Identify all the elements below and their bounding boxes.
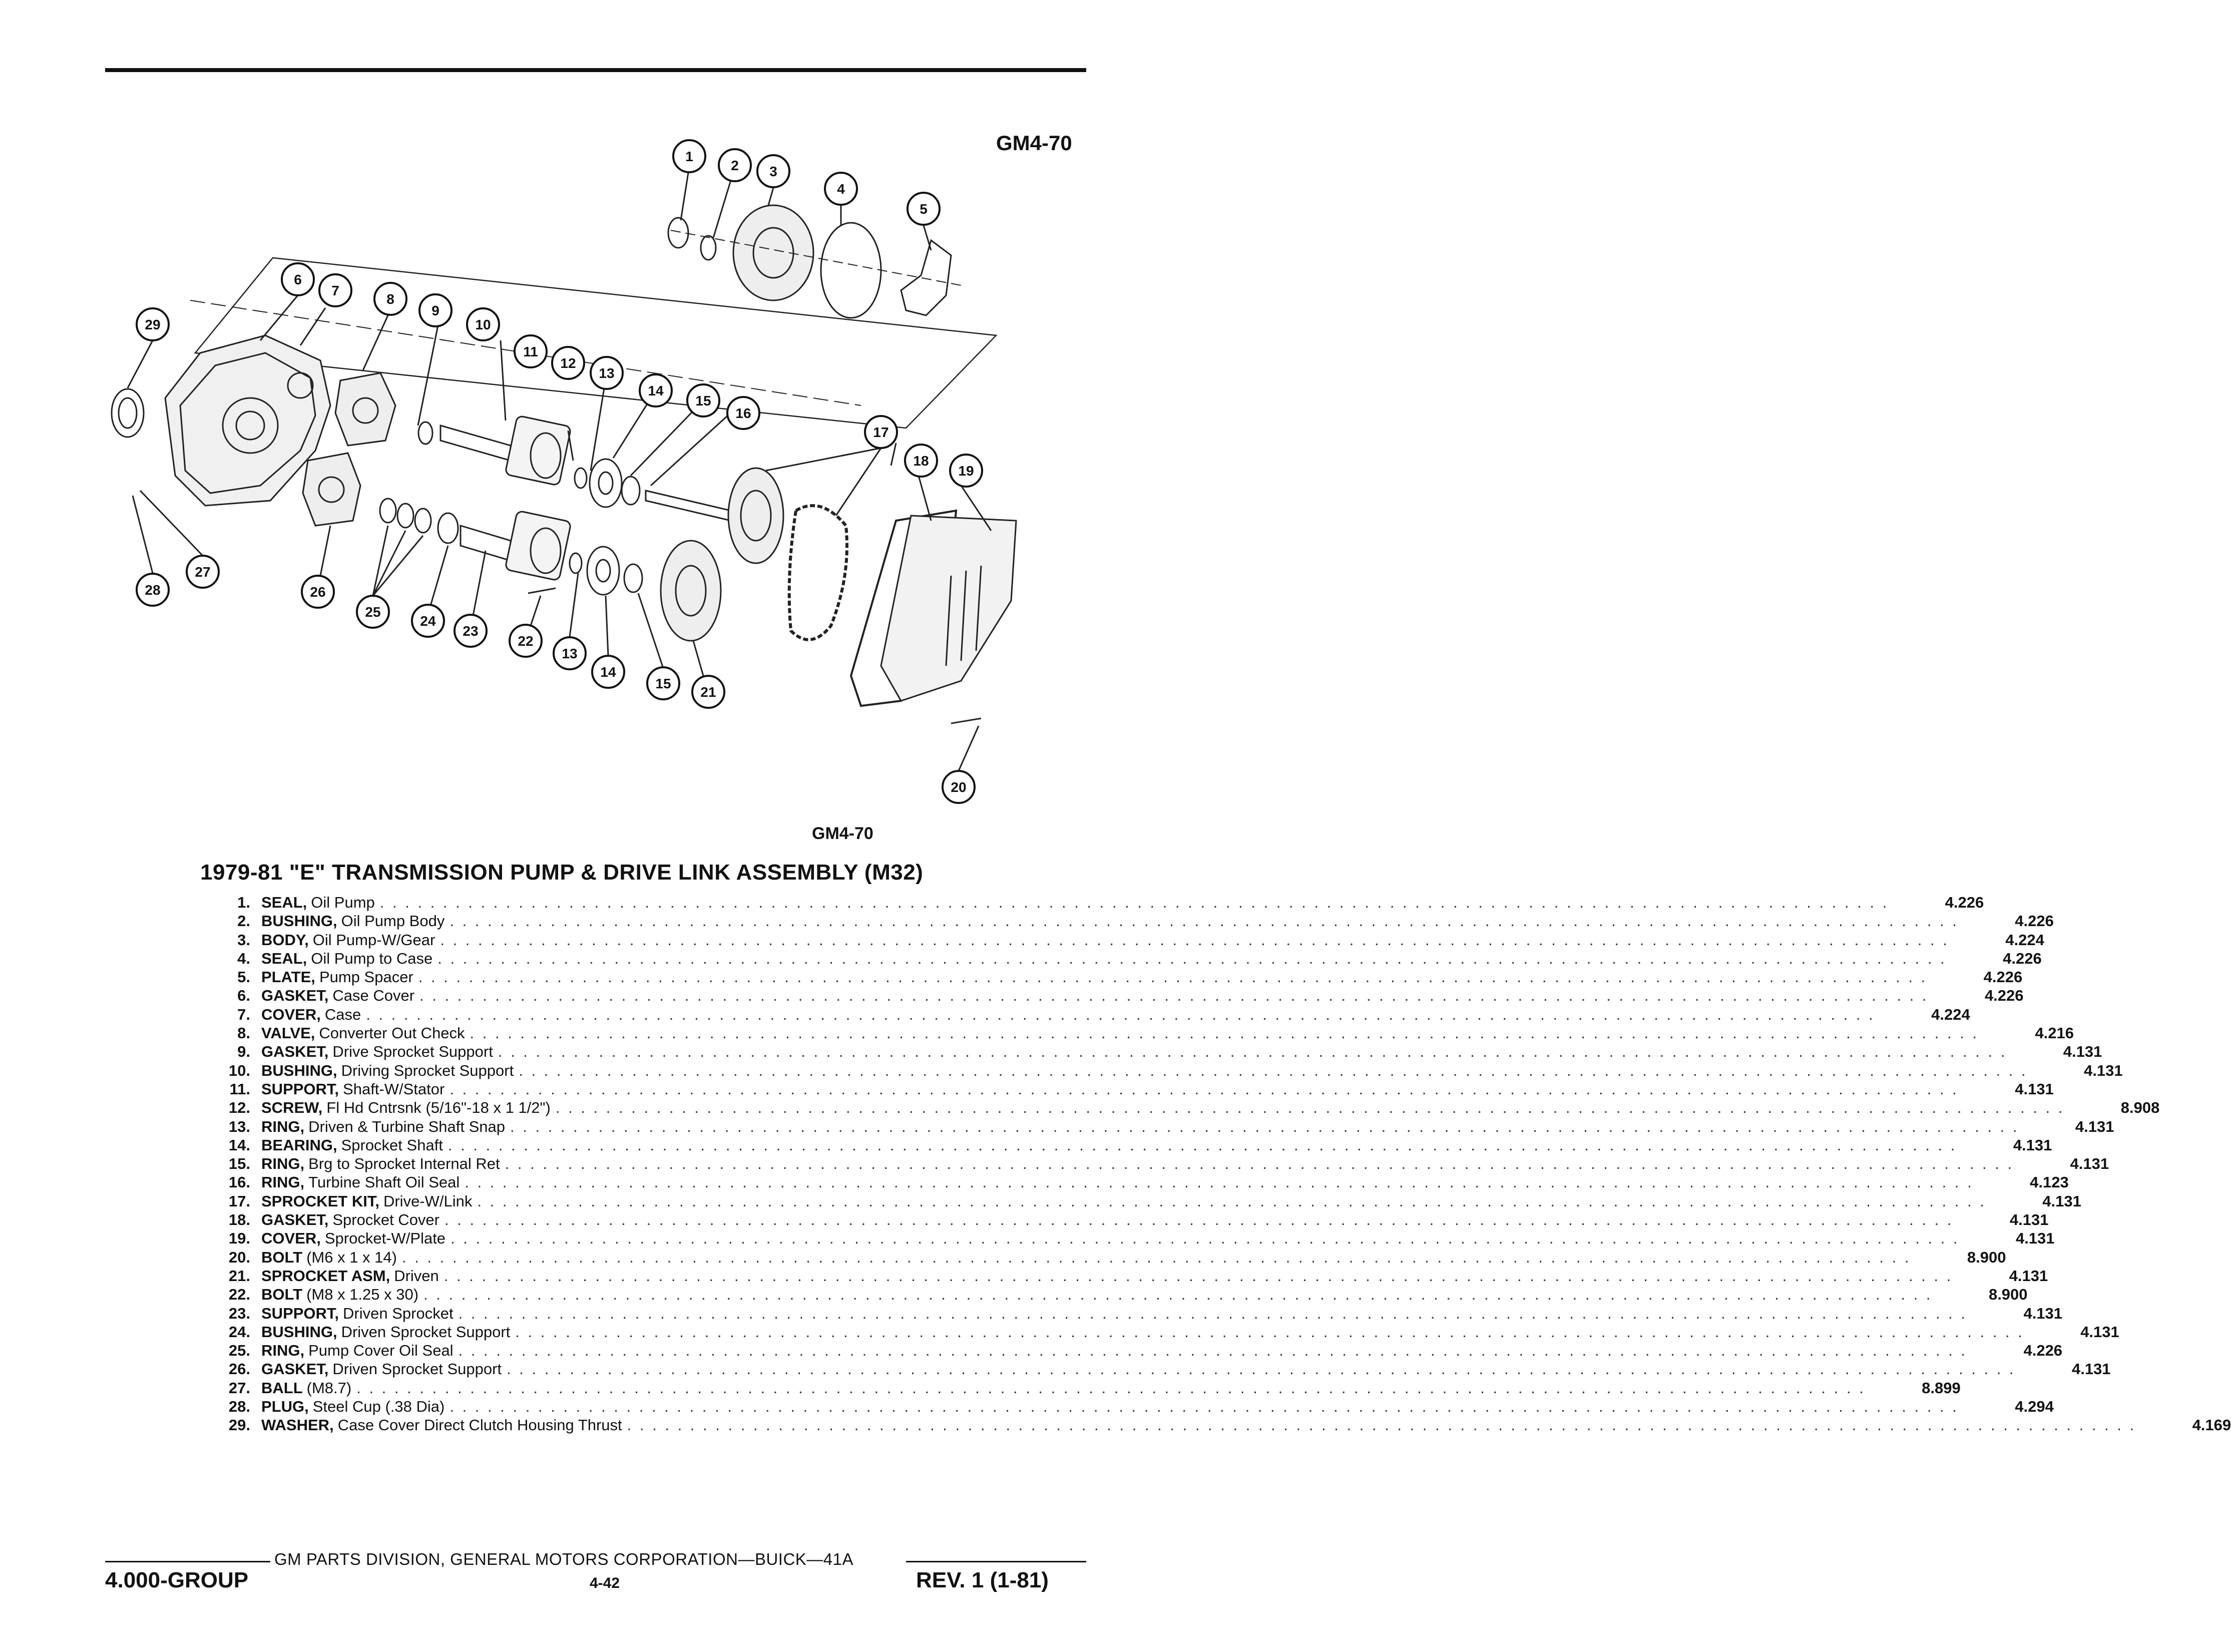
parts-list <box>215 893 2231 1435</box>
dot-leader: . . . . . . . . . . . . . . . . . . . . . . . . . . . . . . . . . . . . . . . . . . . . . . . . . . . . . . . . . . . . . . . . . . . . . . . . . . . . . . . . . . . . . . . . . . . . . . . . . . . . . . . . . . . . . . . . . . . . . . . . <box>458 1304 1968 1322</box>
callout-label: 19 <box>958 463 974 479</box>
part-name: BOLT <box>261 1286 303 1304</box>
part-reference: 4.226 <box>2003 949 2042 967</box>
part-number: 28. <box>228 1398 250 1416</box>
callout-label: 29 <box>145 317 161 332</box>
part-row <box>215 1192 2081 1210</box>
dot-leader: . . . . . . . . . . . . . . . . . . . . . . . . . . . . . . . . . . . . . . . . . . . . . . . . . . . . . . . . . . . . . . . . . . . . . . . . . . . . . . . . . . . . . . . . . . . . . . . . . . . . . . . . . . . . . . . . . . . . . . . . <box>443 1267 1953 1285</box>
callout-label: 17 <box>873 425 889 440</box>
part-row <box>215 912 2054 930</box>
part-row <box>215 1117 2114 1136</box>
driven-sprocket <box>661 541 721 641</box>
part-reference: 4.131 <box>2063 1043 2102 1061</box>
part-description: Driven Sprocket Support <box>341 1323 511 1341</box>
parts-list-title: 1979-81 "E" TRANSMISSION PUMP & DRIVE LINK ASSEMBLY (M32) <box>200 860 924 885</box>
part-row <box>215 1061 2123 1080</box>
part-number: 29. <box>228 1416 250 1434</box>
dot-leader: . . . . . . . . . . . . . . . . . . . . . . . . . . . . . . . . . . . . . . . . . . . . . . . . . . . . . . . . . . . . . . . . . . . . . . . . . . . . . . . . . . . . . . . . . . . . . . . . . . . . . . . . . . . . . . . . . . . . . . . . <box>401 1248 1911 1266</box>
part-row <box>215 931 2044 949</box>
callout-label: 23 <box>463 623 479 639</box>
callout-label: 10 <box>475 317 491 332</box>
part-reference: 4.224 <box>2005 931 2044 949</box>
footer-rule-right <box>906 1561 1086 1562</box>
part-row <box>215 1248 2006 1267</box>
part-name: BALL <box>261 1379 303 1397</box>
part-name: GASKET, <box>261 987 329 1005</box>
oil-pump-seal <box>668 218 688 248</box>
part-row <box>215 1229 2055 1248</box>
oil-pump-body <box>733 205 813 300</box>
part-reference: 4.294 <box>2015 1398 2054 1416</box>
part-reference: 8.899 <box>1922 1379 1961 1397</box>
part-name: RING, <box>261 1155 305 1173</box>
dot-leader: . . . . . . . . . . . . . . . . . . . . . . . . . . . . . . . . . . . . . . . . . . . . . . . . . . . . . . . . . . . . . . . . . . . . . . . . . . . . . . . . . . . . . . . . . . . . . . . . . . . . . . . . . . . . . . . . . . . . . . . . <box>515 1323 2024 1341</box>
part-name: BUSHING, <box>261 1061 337 1079</box>
part-number: 7. <box>237 1005 250 1023</box>
part-name: BOLT <box>261 1248 303 1266</box>
part-reference: 4.224 <box>1931 1005 1970 1023</box>
figure-code: GM4-70 <box>996 131 1072 155</box>
callout-label: 15 <box>695 393 711 408</box>
dot-leader: . . . . . . . . . . . . . . . . . . . . . . . . . . . . . . . . . . . . . . . . . . . . . . . . . . . . . . . . . . . . . . . . . . . . . . . . . . . . . . . . . . . . . . . . . . . . . . . . . . . . . . . . . . . . . . . . . . . . . . . . <box>507 1360 2016 1378</box>
part-number: 21. <box>228 1267 250 1285</box>
callout-label: 28 <box>145 582 161 598</box>
part-name: RING, <box>261 1173 305 1191</box>
part-row <box>215 893 1984 912</box>
part-row <box>215 1173 2069 1191</box>
part-name: PLATE, <box>261 968 315 986</box>
part-name: RING, <box>261 1342 305 1360</box>
part-description: Shaft-W/Stator <box>343 1080 445 1098</box>
part-number: 17. <box>228 1192 250 1210</box>
part-description: Driven Sprocket Support <box>332 1360 502 1378</box>
part-reference: 4.131 <box>2084 1061 2123 1079</box>
part-number: 15. <box>228 1155 250 1173</box>
part-reference: 8.908 <box>2120 1099 2160 1117</box>
callout-label: 14 <box>648 383 664 398</box>
part-reference: 8.900 <box>1967 1248 2006 1266</box>
footer-page-number: 4-42 <box>590 1575 620 1591</box>
part-name: GASKET, <box>261 1043 329 1061</box>
callout-label: 16 <box>735 405 751 421</box>
part-reference: 4.216 <box>2035 1024 2074 1042</box>
part-number: 10. <box>228 1061 250 1079</box>
part-name: SPROCKET ASM, <box>261 1267 390 1285</box>
part-reference: 4.131 <box>2015 1080 2054 1098</box>
part-row <box>215 1360 2111 1378</box>
dot-leader: . . . . . . . . . . . . . . . . . . . . . . . . . . . . . . . . . . . . . . . . . . . . . . . . . . . . . . . . . . . . . . . . . . . . . . . . . . . . . . . . . . . . . . . . . . . . . . . . . . . . . . . . . . . . . . . . . . . . . . . . <box>437 949 1947 967</box>
dot-leader: . . . . . . . . . . . . . . . . . . . . . . . . . . . . . . . . . . . . . . . . . . . . . . . . . . . . . . . . . . . . . . . . . . . . . . . . . . . . . . . . . . . . . . . . . . . . . . . . . . . . . . . . . . . . . . . . . . . . . . . . <box>418 968 1928 986</box>
top-rule <box>105 68 1086 72</box>
dot-leader: . . . . . . . . . . . . . . . . . . . . . . . . . . . . . . . . . . . . . . . . . . . . . . . . . . . . . . . . . . . . . . . . . . . . . . . . . . . . . . . . . . . . . . . . . . . . . . . . . . . . . . . . . . . . . . . . . . . . . . . . <box>450 1080 1959 1098</box>
part-row <box>215 1397 2054 1416</box>
part-name: BUSHING, <box>261 912 337 930</box>
callout-label: 27 <box>195 564 211 580</box>
footer-rule-left <box>105 1561 270 1562</box>
part-number: 2. <box>237 912 250 930</box>
part-description: Drive-W/Link <box>383 1192 473 1210</box>
callout-label: 24 <box>420 613 436 629</box>
dot-leader: . . . . . . . . . . . . . . . . . . . . . . . . . . . . . . . . . . . . . . . . . . . . . . . . . . . . . . . . . . . . . . . . . . . . . . . . . . . . . . . . . . . . . . . . . . . . . . . . . . . . . . . . . . . . . . . . . . . . . . . . <box>505 1155 2014 1173</box>
dot-leader: . . . . . . . . . . . . . . . . . . . . . . . . . . . . . . . . . . . . . . . . . . . . . . . . . . . . . . . . . . . . . . . . . . . . . . . . . . . . . . . . . . . . . . . . . . . . . . . . . . . . . . . . . . . . . . . . . . . . . . . . <box>470 1024 1979 1042</box>
part-description: Brg to Sprocket Internal Ret <box>308 1155 500 1173</box>
part-description: Turbine Shaft Oil Seal <box>308 1173 460 1191</box>
callout-label: 8 <box>386 291 394 307</box>
part-row <box>215 1210 2049 1229</box>
callout-label: 15 <box>655 676 671 691</box>
callout-label: 26 <box>310 584 326 600</box>
dot-leader: . . . . . . . . . . . . . . . . . . . . . . . . . . . . . . . . . . . . . . . . . . . . . . . . . . . . . . . . . . . . . . . . . . . . . . . . . . . . . . . . . . . . . . . . . . . . . . . . . . . . . . . . . . . . . . . . . . . . . . . . <box>366 1005 1875 1023</box>
callout-label: 7 <box>331 283 339 298</box>
part-number: 13. <box>228 1117 250 1135</box>
part-description: Oil Pump-W/Gear <box>312 931 435 949</box>
dot-leader: . . . . . . . . . . . . . . . . . . . . . . . . . . . . . . . . . . . . . . . . . . . . . . . . . . . . . . . . . . . . . . . . . . . . . . . . . . . . . . . . . . . . . . . . . . . . . . . . . . . . . . . . . . . . . . . . . . . . . . . . <box>450 1398 1959 1416</box>
part-reference: 4.131 <box>2071 1360 2111 1378</box>
part-description: Pump Spacer <box>319 968 413 986</box>
part-reference: 4.169 <box>2192 1416 2231 1434</box>
part-row <box>215 986 2024 1005</box>
part-number: 25. <box>228 1342 250 1360</box>
callout-label: 4 <box>837 181 845 197</box>
part-row <box>215 1379 1961 1397</box>
part-reference: 4.226 <box>2015 912 2054 930</box>
part-row <box>215 1136 2052 1154</box>
dot-leader: . . . . . . . . . . . . . . . . . . . . . . . . . . . . . . . . . . . . . . . . . . . . . . . . . . . . . . . . . . . . . . . . . . . . . . . . . . . . . . . . . . . . . . . . . . . . . . . . . . . . . . . . . . . . . . . . . . . . . . . . <box>440 931 1949 949</box>
part-name: BUSHING, <box>261 1323 337 1341</box>
part-description: Pump Cover Oil Seal <box>308 1342 454 1360</box>
dot-leader: . . . . . . . . . . . . . . . . . . . . . . . . . . . . . . . . . . . . . . . . . . . . . . . . . . . . . . . . . . . . . . . . . . . . . . . . . . . . . . . . . . . . . . . . . . . . . . . . . . . . . . . . . . . . . . . . . . . . . . . . <box>519 1061 2028 1079</box>
footer-revision: REV. 1 (1-81) <box>916 1568 1049 1592</box>
callout-label: 3 <box>769 164 777 179</box>
part-name: SEAL, <box>261 949 307 967</box>
pump-spacer-plate <box>901 240 951 315</box>
footer-group: 4.000-GROUP <box>105 1568 249 1592</box>
part-name: SUPPORT, <box>261 1304 339 1322</box>
part-number: 26. <box>228 1360 250 1378</box>
part-description: Driven & Turbine Shaft Snap <box>308 1117 506 1135</box>
callout-label: 9 <box>431 303 439 318</box>
callout-label: 13 <box>599 365 615 381</box>
dot-leader: . . . . . . . . . . . . . . . . . . . . . . . . . . . . . . . . . . . . . . . . . . . . . . . . . . . . . . . . . . . . . . . . . . . . . . . . . . . . . . . . . . . . . . . . . . . . . . . . . . . . . . . . . . . . . . . . . . . . . . . . <box>448 1136 1957 1154</box>
part-number: 1. <box>237 894 250 911</box>
part-number: 4. <box>237 949 250 967</box>
part-row <box>215 949 2042 968</box>
part-description: Drive Sprocket Support <box>332 1043 493 1061</box>
part-number: 14. <box>228 1136 250 1154</box>
part-number: 27. <box>228 1379 250 1397</box>
part-description: Sprocket-W/Plate <box>324 1229 446 1248</box>
part-row <box>215 1267 2048 1285</box>
part-name: VALVE, <box>261 1024 315 1042</box>
dot-leader: . . . . . . . . . . . . . . . . . . . . . . . . . . . . . . . . . . . . . . . . . . . . . . . . . . . . . . . . . . . . . . . . . . . . . . . . . . . . . . . . . . . . . . . . . . . . . . . . . . . . . . . . . . . . . . . . . . . . . . . . <box>458 1342 1968 1360</box>
callout-label: 13 <box>562 646 578 661</box>
callout-label: 2 <box>731 158 739 173</box>
part-name: SPROCKET KIT, <box>261 1192 379 1210</box>
part-row <box>215 1416 2231 1434</box>
part-name: SCREW, <box>261 1099 323 1117</box>
part-description: Case Cover <box>332 987 415 1005</box>
part-description: Steel Cup (.38 Dia) <box>312 1398 445 1416</box>
part-reference: 4.226 <box>1984 987 2024 1005</box>
callout-label: 21 <box>700 684 716 700</box>
part-reference: 4.131 <box>2080 1323 2119 1341</box>
part-number: 23. <box>228 1304 250 1322</box>
part-reference: 4.131 <box>2070 1155 2109 1173</box>
part-reference: 8.900 <box>1988 1286 2028 1304</box>
dot-leader: . . . . . . . . . . . . . . . . . . . . . . . . . . . . . . . . . . . . . . . . . . . . . . . . . . . . . . . . . . . . . . . . . . . . . . . . . . . . . . . . . . . . . . . . . . . . . . . . . . . . . . . . . . . . . . . . . . . . . . . . <box>419 987 1929 1005</box>
part-name: RING, <box>261 1117 305 1135</box>
dot-leader: . . . . . . . . . . . . . . . . . . . . . . . . . . . . . . . . . . . . . . . . . . . . . . . . . . . . . . . . . . . . . . . . . . . . . . . . . . . . . . . . . . . . . . . . . . . . . . . . . . . . . . . . . . . . . . . . . . . . . . . . <box>356 1379 1866 1397</box>
part-row <box>215 968 2023 986</box>
part-row <box>215 1080 2054 1098</box>
dot-leader: . . . . . . . . . . . . . . . . . . . . . . . . . . . . . . . . . . . . . . . . . . . . . . . . . . . . . . . . . . . . . . . . . . . . . . . . . . . . . . . . . . . . . . . . . . . . . . . . . . . . . . . . . . . . . . . . . . . . . . . . <box>510 1117 2019 1135</box>
part-reference: 4.131 <box>2042 1192 2081 1210</box>
part-name: BODY, <box>261 931 309 949</box>
part-description: Oil Pump Body <box>341 912 445 930</box>
part-reference: 4.226 <box>1945 894 1984 911</box>
callout-label: 22 <box>518 633 534 649</box>
part-number: 22. <box>228 1286 250 1304</box>
callout-label: 6 <box>294 272 302 287</box>
part-number: 20. <box>228 1248 250 1266</box>
part-number: 12. <box>228 1099 250 1117</box>
part-description: (M6 x 1 x 14) <box>306 1248 397 1266</box>
callout-label: 14 <box>600 664 616 680</box>
dot-leader: . . . . . . . . . . . . . . . . . . . . . . . . . . . . . . . . . . . . . . . . . . . . . . . . . . . . . . . . . . . . . . . . . . . . . . . . . . . . . . . . . . . . . . . . . . . . . . . . . . . . . . . . . . . . . . . . . . . . . . . . <box>450 912 1959 930</box>
part-number: 19. <box>228 1229 250 1248</box>
part-description: Driven <box>394 1267 439 1285</box>
dot-leader: . . . . . . . . . . . . . . . . . . . . . . . . . . . . . . . . . . . . . . . . . . . . . . . . . . . . . . . . . . . . . . . . . . . . . . . . . . . . . . . . . . . . . . . . . . . . . . . . . . . . . . . . . . . . . . . . . . . . . . . . <box>555 1099 2065 1117</box>
stator-support-shaft <box>440 426 511 461</box>
part-name: WASHER, <box>261 1416 334 1434</box>
part-row <box>215 1005 1970 1024</box>
part-reference: 4.226 <box>2023 1342 2063 1360</box>
part-name: COVER, <box>261 1229 321 1248</box>
thrust-washer <box>112 389 144 437</box>
part-number: 9. <box>237 1043 250 1061</box>
part-description: Sprocket Shaft <box>341 1136 443 1154</box>
part-description: Driving Sprocket Support <box>341 1061 514 1079</box>
part-number: 24. <box>228 1323 250 1341</box>
part-reference: 4.123 <box>2030 1173 2069 1191</box>
dot-leader: . . . . . . . . . . . . . . . . . . . . . . . . . . . . . . . . . . . . . . . . . . . . . . . . . . . . . . . . . . . . . . . . . . . . . . . . . . . . . . . . . . . . . . . . . . . . . . . . . . . . . . . . . . . . . . . . . . . . . . . . <box>379 894 1889 911</box>
part-row <box>215 1323 2119 1341</box>
part-reference: 4.131 <box>2015 1229 2055 1248</box>
part-description: Driven Sprocket <box>343 1304 454 1322</box>
part-description: (M8 x 1.25 x 30) <box>306 1286 419 1304</box>
drive-link-chain <box>789 506 847 640</box>
part-reference: 4.131 <box>2075 1117 2114 1135</box>
part-name: PLUG, <box>261 1398 309 1416</box>
footer-publisher: GM PARTS DIVISION, GENERAL MOTORS CORPORATION—BUICK—41A <box>274 1550 854 1568</box>
part-reference: 4.131 <box>2009 1211 2049 1229</box>
part-description: Oil Pump to Case <box>311 949 433 967</box>
part-row <box>215 1341 2063 1360</box>
part-reference: 4.131 <box>2009 1267 2048 1285</box>
part-number: 11. <box>229 1080 250 1098</box>
part-description: Case Cover Direct Clutch Housing Thrust <box>337 1416 622 1434</box>
dot-leader: . . . . . . . . . . . . . . . . . . . . . . . . . . . . . . . . . . . . . . . . . . . . . . . . . . . . . . . . . . . . . . . . . . . . . . . . . . . . . . . . . . . . . . . . . . . . . . . . . . . . . . . . . . . . . . . . . . . . . . . . <box>451 1229 1960 1248</box>
dot-leader: . . . . . . . . . . . . . . . . . . . . . . . . . . . . . . . . . . . . . . . . . . . . . . . . . . . . . . . . . . . . . . . . . . . . . . . . . . . . . . . . . . . . . . . . . . . . . . . . . . . . . . . . . . . . . . . . . . . . . . . . <box>627 1416 2136 1434</box>
part-row <box>215 1098 2160 1117</box>
figure-caption-code: GM4-70 <box>812 824 873 843</box>
part-row <box>215 1285 2028 1304</box>
dot-leader: . . . . . . . . . . . . . . . . . . . . . . . . . . . . . . . . . . . . . . . . . . . . . . . . . . . . . . . . . . . . . . . . . . . . . . . . . . . . . . . . . . . . . . . . . . . . . . . . . . . . . . . . . . . . . . . . . . . . . . . . <box>477 1192 1986 1210</box>
part-description: Case <box>324 1005 361 1023</box>
part-number: 8. <box>237 1024 250 1042</box>
part-description: Oil Pump <box>311 894 375 911</box>
drive-sprocket <box>728 468 783 563</box>
callout-label: 1 <box>685 149 693 164</box>
callout-label: 12 <box>560 355 576 371</box>
part-row <box>215 1154 2109 1173</box>
callout-label: 18 <box>913 453 929 469</box>
dot-leader: . . . . . . . . . . . . . . . . . . . . . . . . . . . . . . . . . . . . . . . . . . . . . . . . . . . . . . . . . . . . . . . . . . . . . . . . . . . . . . . . . . . . . . . . . . . . . . . . . . . . . . . . . . . . . . . . . . . . . . . . <box>444 1211 1954 1229</box>
part-reference: 4.226 <box>1983 968 2023 986</box>
dot-leader: . . . . . . . . . . . . . . . . . . . . . . . . . . . . . . . . . . . . . . . . . . . . . . . . . . . . . . . . . . . . . . . . . . . . . . . . . . . . . . . . . . . . . . . . . . . . . . . . . . . . . . . . . . . . . . . . . . . . . . . . <box>423 1286 1933 1304</box>
exploded-diagram <box>100 125 1076 801</box>
drive-support-gasket <box>335 373 395 446</box>
callout-label: 5 <box>920 201 928 217</box>
part-name: SUPPORT, <box>261 1080 339 1098</box>
part-name: GASKET, <box>261 1360 329 1378</box>
part-reference: 4.131 <box>2023 1304 2063 1322</box>
callout-label: 20 <box>951 779 967 795</box>
part-number: 6. <box>237 987 250 1005</box>
part-number: 18. <box>228 1211 250 1229</box>
part-name: COVER, <box>261 1005 321 1023</box>
part-description: (M8.7) <box>306 1379 352 1397</box>
part-reference: 4.131 <box>2013 1136 2052 1154</box>
part-name: SEAL, <box>261 894 307 911</box>
part-row <box>215 1024 2074 1042</box>
driven-support-gasket <box>303 453 360 526</box>
pump-seal-ring <box>821 223 881 318</box>
part-description: Converter Out Check <box>319 1024 465 1042</box>
part-name: GASKET, <box>261 1211 329 1229</box>
callout-label: 11 <box>523 344 538 359</box>
part-number: 3. <box>237 931 250 949</box>
part-number: 16. <box>228 1173 250 1191</box>
part-number: 5. <box>237 968 250 986</box>
part-name: BEARING, <box>261 1136 337 1154</box>
dot-leader: . . . . . . . . . . . . . . . . . . . . . . . . . . . . . . . . . . . . . . . . . . . . . . . . . . . . . . . . . . . . . . . . . . . . . . . . . . . . . . . . . . . . . . . . . . . . . . . . . . . . . . . . . . . . . . . . . . . . . . . . <box>465 1173 1974 1191</box>
part-description: Sprocket Cover <box>332 1211 439 1229</box>
callout-label: 25 <box>365 604 381 620</box>
part-description: Fl Hd Cntrsnk (5/16"-18 x 1 1/2") <box>326 1099 551 1117</box>
part-row <box>215 1304 2063 1323</box>
dot-leader: . . . . . . . . . . . . . . . . . . . . . . . . . . . . . . . . . . . . . . . . . . . . . . . . . . . . . . . . . . . . . . . . . . . . . . . . . . . . . . . . . . . . . . . . . . . . . . . . . . . . . . . . . . . . . . . . . . . . . . . . <box>498 1043 2007 1061</box>
part-row <box>215 1042 2102 1061</box>
